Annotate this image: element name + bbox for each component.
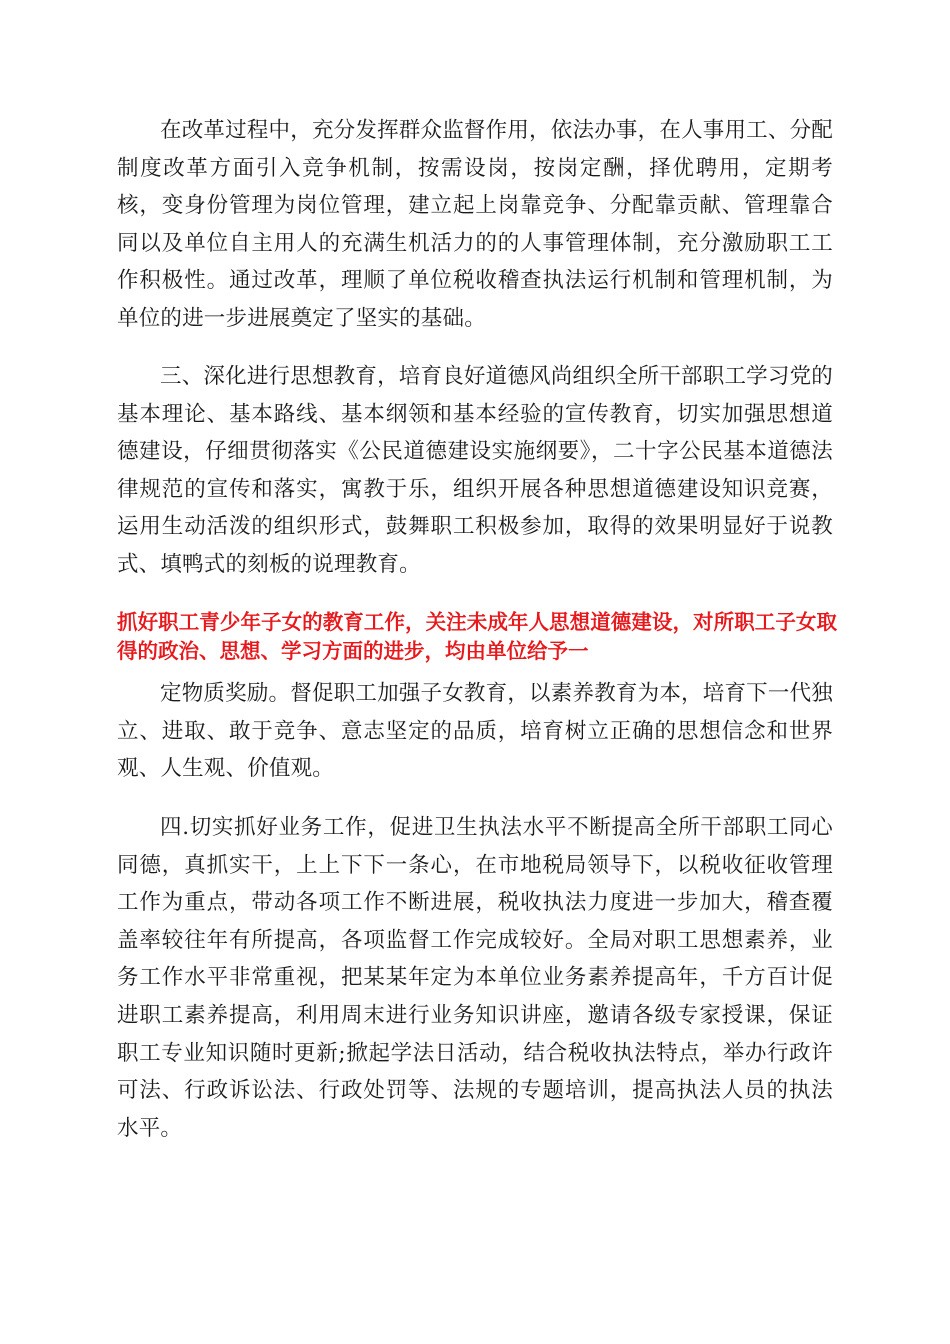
paragraph-business-work: 四.切实抓好业务工作，促进卫生执法水平不断提高全所干部职工同心同德，真抓实干，上上下下一条心，在市地税局领导下，以税收征收管理工作为重点，带动各项工作不断进展，税收执法力度进一步加大，稽查覆盖率较往年有所提高，各项监督工作完成较好。全局对职工思想素养，业务工作水平非常重视，把某某年定为本单位业务素养提高年，千方百计促进职工素养提高，利用周末进行业务知识讲座，邀请各级专家授课，保证职工专业知识随时更新;掀起学法日活动，结合税收执法特点，举办行政许可法、行政诉讼法、行政处罚等、法规的专题培训，提高执法人员的执法水平。: [117, 815, 833, 1141]
red-heading: 抓好职工青少年子女的教育工作，关注未成年人思想道德建设，对所职工子女取得的政治、思想、学习方面的进步，均由单位给予一: [117, 610, 837, 663]
paragraph-reform: 在改革过程中，充分发挥群众监督作用，依法办事，在人事用工、分配制度改革方面引入竞争机制，按需设岗，按岗定酬，择优聘用，定期考核，变身份管理为岗位管理，建立起上岗靠竞争、分配靠贡献、管理靠合同以及单位自主用人的充满生机活力的的人事管理体制，充分激励职工工作积极性。通过改革，理顺了单位税收稽查执法运行机制和管理机制，为单位的进一步进展奠定了坚实的基础。: [117, 118, 833, 331]
paragraph-material-rewards: 定物质奖励。督促职工加强子女教育，以素养教育为本，培育下一代独立、进取、敢于竞争、意志坚定的品质，培育树立正确的思想信念和世界观、人生观、价值观。: [117, 681, 833, 782]
paragraph-ideological-education: 三、深化进行思想教育，培育良好道德风尚组织全所干部职工学习党的基本理论、基本路线、基本纲领和基本经验的宣传教育，切实加强思想道德建设，仔细贯彻落实《公民道德建设实施纲要》，二十字公民基本道德法律规范的宣传和落实，寓教于乐，组织开展各种思想道德建设知识竞赛，运用生动活泼的组织形式，鼓舞职工积极参加，取得的效果明显好于说教式、填鸭式的刻板的说理教育。: [117, 364, 833, 577]
